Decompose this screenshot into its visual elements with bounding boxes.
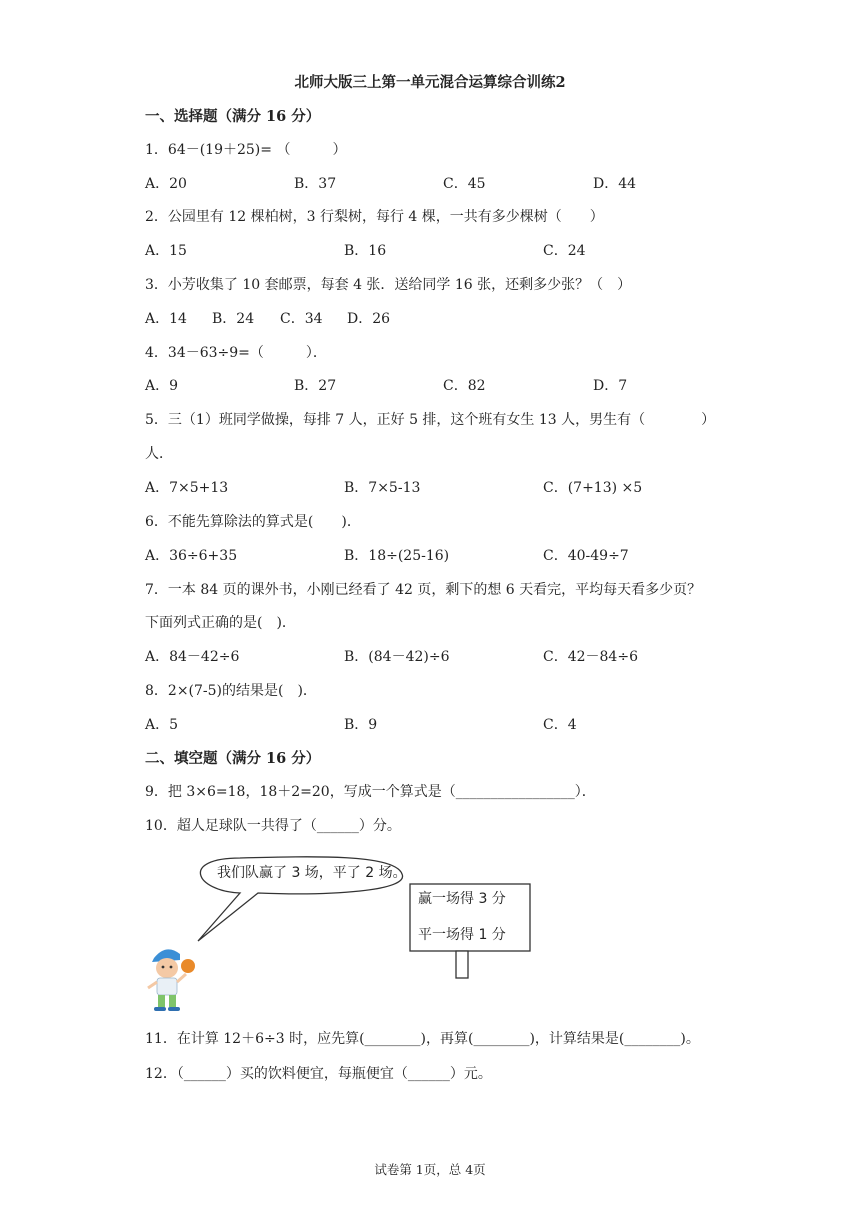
child-icon [148,949,195,1011]
option: C．40-49÷7 [543,548,629,564]
fill-question: 9．把 3×6=18，18＋2=20，写成一个算式是（_________________）． [145,784,596,800]
option: C．(7+13) ×5 [543,480,643,496]
question-stem-continued: 下面列式正确的是( )． [145,615,296,631]
option: B．(84－42)÷6 [344,649,450,665]
section-heading-fill: 二、填空题（满分 16 分） [145,750,321,767]
section-heading-choice: 一、选择题（满分 16 分） [145,108,321,125]
sign-post [456,951,468,978]
question-stem: 1．64－(19＋25)= （ ） [145,142,347,158]
option: B．24 [212,311,255,327]
option: A．7×5+13 [145,480,229,496]
question-stem: 2．公园里有 12 棵柏树，3 行梨树，每行 4 棵，一共有多少棵树（ ） [145,209,604,225]
option: B．37 [294,176,337,192]
option: A．15 [145,243,187,259]
option: A．5 [145,717,179,733]
sign-text-draw: 平一场得 1 分 [418,927,506,943]
question-stem: 8．2×(7-5)的结果是( )． [145,683,317,699]
option: B．9 [344,717,378,733]
option: B．18÷(25-16) [344,548,450,564]
speech-text: 我们队赢了 3 场，平了 2 场。 [217,865,407,881]
option: D．26 [347,311,391,327]
sign-text-win: 赢一场得 3 分 [418,891,506,907]
fill-question: 11．在计算 12＋6÷3 时，应先算(________)，再算(________)，计算结果是(________)。 [145,1031,700,1047]
option: A．84－42÷6 [145,649,240,665]
question-stem: 5．三（1）班同学做操，每排 7 人，正好 5 排，这个班有女生 13 人，男生有（ ） [145,412,716,428]
option: C．34 [280,311,323,327]
option: C．82 [443,378,486,394]
option: B．7×5-13 [344,480,421,496]
question-stem: 3．小芳收集了 10 套邮票，每套 4 张．送给同学 16 张，还剩多少张？（ ） [145,277,632,293]
question-stem-continued: 人． [145,446,173,462]
question-stem: 4．34－63÷9=（ ）． [145,345,327,361]
fill-question: 12．（______）买的饮料便宜，每瓶便宜（______）元。 [145,1066,492,1082]
option: D．7 [593,378,628,394]
option: C．42－84÷6 [543,649,638,665]
option: B．27 [294,378,337,394]
option: C．45 [443,176,486,192]
option: A．20 [145,176,187,192]
option: A．9 [145,378,179,394]
question-stem: 7．一本 84 页的课外书，小刚已经看了 42 页，剩下的想 6 天看完，平均每天看多少页？ [145,582,702,598]
option: A．14 [145,311,187,327]
option: C．24 [543,243,586,259]
page-footer: 试卷第 1页，总 4页 [374,1162,486,1177]
option: C．4 [543,717,577,733]
option: A．36÷6+35 [145,548,238,564]
question-stem: 6．不能先算除法的算式是( )． [145,514,361,530]
option: B．16 [344,243,387,259]
option: D．44 [593,176,637,192]
question-10-figure [140,846,540,1021]
fill-question: 10．超人足球队一共得了（______）分。 [145,818,401,834]
page-title: 北师大版三上第一单元混合运算综合训练2 [294,74,566,91]
